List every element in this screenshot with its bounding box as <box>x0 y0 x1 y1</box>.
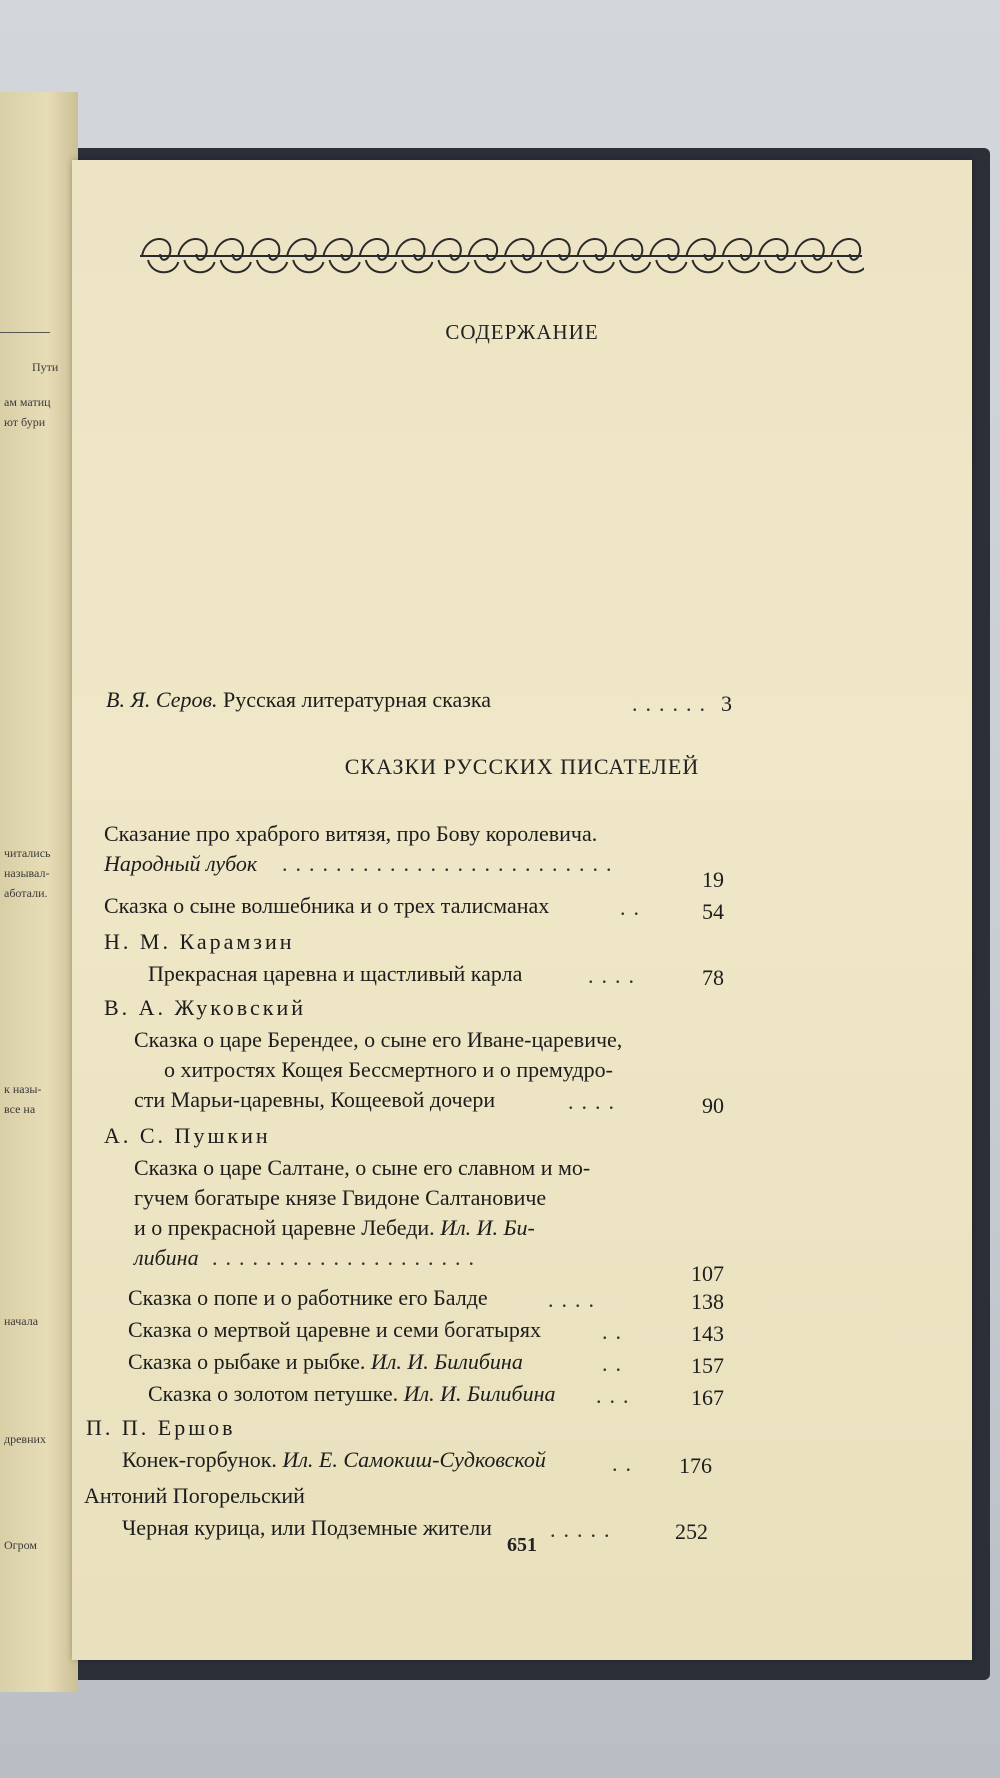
toc-entry-title: Черная курица, или Подземные жители <box>122 1515 492 1540</box>
toc-author: В. А. Жуковский <box>104 995 307 1020</box>
toc-entry-title: Сказка о царе Салтане, о сыне его славном и мо- <box>134 1155 591 1180</box>
toc-page-number: 90 <box>702 1093 724 1118</box>
table-of-contents <box>72 160 972 1660</box>
toc-author: Н. М. Карамзин <box>104 929 295 954</box>
toc-entry-title: Сказка о мертвой царевне и семи богатырях <box>128 1317 542 1342</box>
toc-page-number: 138 <box>691 1289 724 1314</box>
toc-page-number: 3 <box>721 691 732 716</box>
toc-entry-illustrator: Ил. И. Билибина <box>403 1381 556 1406</box>
toc-entry-title <box>148 1380 556 1408</box>
toc-author: Антоний Погорельский <box>84 1483 305 1508</box>
left-page-fragment: ют бури <box>4 415 46 429</box>
toc-page-number: 167 <box>691 1385 724 1410</box>
toc-page-number: 176 <box>679 1453 712 1478</box>
left-page-rule <box>0 332 50 333</box>
toc-entry-note: Народный лубок <box>104 851 258 876</box>
toc-entry-title: Сказка о царе Берендее, о сыне его Иване-царевиче, <box>134 1027 623 1052</box>
toc-entry-title-cont <box>134 1214 535 1242</box>
section-title: СКАЗКИ РУССКИХ ПИСАТЕЛЕЙ <box>344 754 700 779</box>
toc-entry-title: Сказка о сыне волшебника и о трех талисманах <box>104 893 550 918</box>
leader-dots: .. <box>602 1351 629 1376</box>
toc-page-number: 252 <box>675 1519 708 1544</box>
left-page-fragment: читались <box>4 846 51 860</box>
leader-dots: .. <box>612 1451 639 1476</box>
toc-entry-text: Сказка о золотом петушке. <box>148 1381 399 1406</box>
toc-entry-illustrator: Ил. Е. Самокиш-Судковской <box>282 1447 546 1472</box>
page-title: СОДЕРЖАНИЕ <box>445 320 599 344</box>
toc-entry-title <box>122 1446 546 1474</box>
leader-dots: ... <box>596 1383 637 1408</box>
intro-author: В. Я. Серов. <box>106 687 218 712</box>
left-page-fragment: аботали. <box>4 886 48 900</box>
toc-entry-illustrator: Ил. И. Би- <box>440 1215 535 1240</box>
leader-dots: .................... <box>212 1245 482 1270</box>
leader-dots: .... <box>568 1089 622 1114</box>
toc-entry-illustrator: Ил. И. Билибина <box>370 1349 523 1374</box>
toc-author: А. С. Пушкин <box>104 1123 271 1148</box>
toc-entry-title: Сказка о попе и о работнике его Балде <box>128 1285 488 1310</box>
toc-entry-title: Прекрасная царевна и щастливый карла <box>148 961 523 986</box>
left-page-fragment: к назы- <box>4 1082 42 1096</box>
toc-entry-text: Конек-горбунок. <box>122 1447 277 1472</box>
toc-page-number: 157 <box>691 1353 724 1378</box>
left-page-fragment: называл- <box>4 866 50 880</box>
leader-dots: .. <box>620 895 647 920</box>
toc-page-number: 78 <box>702 965 724 990</box>
leader-dots: ...... <box>632 691 713 716</box>
intro-title: Русская литературная сказка <box>223 687 492 712</box>
left-page-fragment: Пути <box>32 360 59 374</box>
contents-page <box>72 160 972 1660</box>
toc-page-number: 107 <box>691 1261 724 1286</box>
left-page-fragment: ам матиц <box>4 395 51 409</box>
page-number: 651 <box>507 1534 537 1556</box>
left-page-fragment: все на <box>4 1102 36 1116</box>
toc-entry-text: Сказка о рыбаке и рыбке. <box>128 1349 366 1374</box>
toc-page-number: 54 <box>702 899 724 924</box>
leader-dots: .... <box>588 963 642 988</box>
toc-page-number: 143 <box>691 1321 724 1346</box>
leader-dots: ......................... <box>282 851 620 876</box>
left-page-edge <box>0 92 78 1692</box>
toc-entry-text: и о прекрасной царевне Лебеди. <box>134 1215 435 1240</box>
toc-entry-title-cont: о хитростях Кощея Бессмертного и о премудро- <box>164 1057 613 1082</box>
left-page-fragment: Огром <box>4 1538 37 1552</box>
toc-entry-title-cont: гучем богатыре князе Гвидоне Салтановиче <box>134 1185 547 1210</box>
left-page-fragment: древних <box>4 1432 46 1446</box>
toc-entry-title-cont: сти Марьи-царевны, Кощеевой дочери <box>134 1087 496 1112</box>
toc-entry-title: Сказание про храброго витязя, про Бову королевича. <box>104 821 598 846</box>
toc-entry-title-cont: либина <box>134 1245 199 1270</box>
leader-dots: ..... <box>550 1517 618 1542</box>
toc-intro <box>106 686 491 714</box>
leader-dots: .. <box>602 1319 629 1344</box>
toc-page-number: 19 <box>702 867 724 892</box>
leader-dots: .... <box>548 1287 602 1312</box>
toc-author: П. П. Ершов <box>86 1415 236 1440</box>
toc-entry-title <box>128 1348 523 1376</box>
left-page-fragment: начала <box>4 1314 39 1328</box>
